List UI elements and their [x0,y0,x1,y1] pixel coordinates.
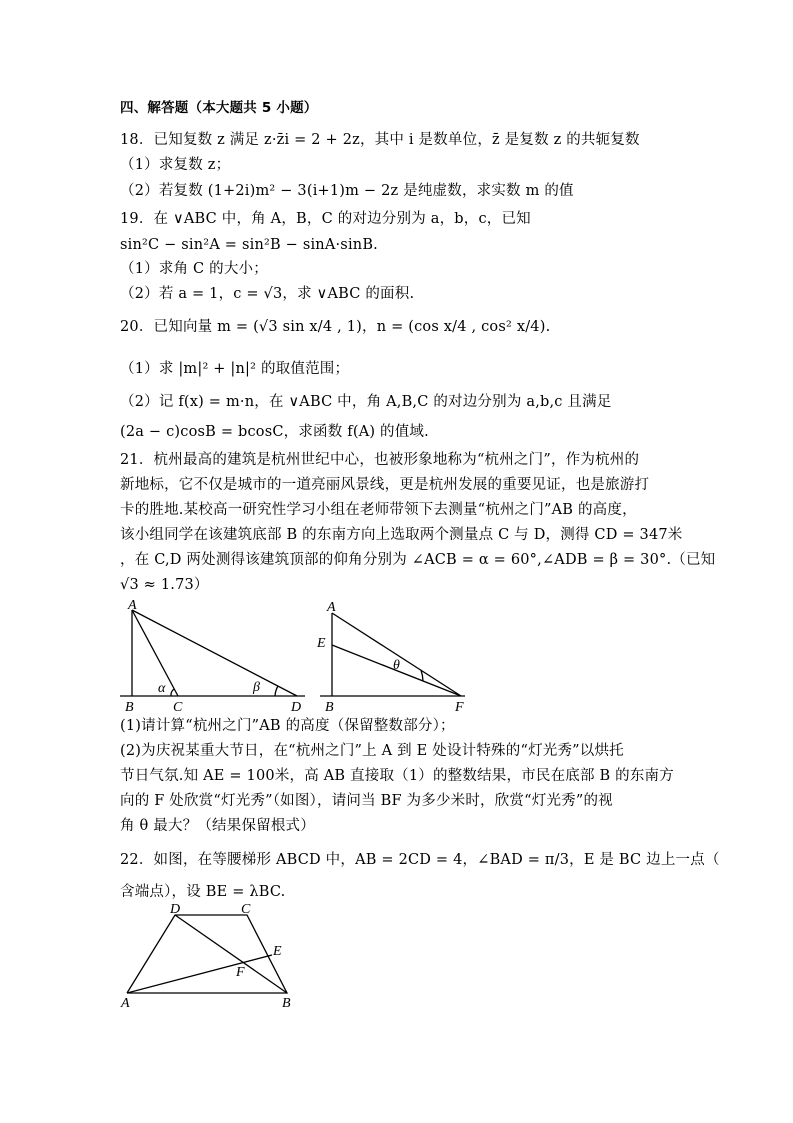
segment-DB [175,915,287,993]
q21-part1: (1)请计算“杭州之门”AB 的高度（保留整数部分）； [120,718,455,734]
q22-line1: 22．如图，在等腰梯形 ABCD 中，AB = 2CD = 4，∠BAD = π/3，E 是 BC 边上一点（ [120,852,720,868]
fig1-label-alpha: α [158,681,166,696]
q19-part2: （2）若 a = 1，c = √3，求 ∨ABC 的面积. [120,286,415,302]
q18-stem: 18．已知复数 z 满足 z·z̄i = 2 + 2z，其中 i 是数单位，z̄ 是复数 z 的共轭复数 [120,132,640,148]
q21-part2-line3: 向的 F 处欣赏“灯光秀”（如图），请问当 BF 为多少米时，欣赏“灯光秀”的视 [120,793,613,809]
fig2-label-B: B [325,700,334,715]
q18-part2: （2）若复数 (1+2i)m² − 3(i+1)m − 2z 是纯虚数，求实数 m 的值 [120,183,574,199]
q21-line6: √3 ≈ 1.73） [120,577,209,593]
q21-line4: 该小组同学在该建筑底部 B 的东南方向上选取两个测量点 C 与 D，测得 CD = 347米 [120,527,683,543]
q21-part2-line4: 角 θ 最大？（结果保留根式） [120,818,315,834]
q20-stem: 20．已知向量 m = (√3 sin x/4 , 1)，n = (cos x/4 , cos² x/4). [120,319,551,335]
fig1-label-B: B [125,700,134,715]
fig1-segment-AD [132,610,297,696]
fig2-segment-AF [332,613,461,696]
q21-line2: 新地标，它不仅是城市的一道亮丽风景线，更是杭州发展的重要见证，也是旅游打 [120,477,650,493]
fig2-label-A: A [327,600,336,615]
fig1-segment-AC [132,610,178,696]
segment-AE [127,955,272,993]
q21-line5: ，在 C,D 两处测得该建筑顶部的仰角分别为 ∠ACB = α = 60°,∠ADB = β = 30°.（已知 [120,552,716,568]
q20-part1: （1）求 |m|² + |n|² 的取值范围； [120,361,350,377]
fig3-label-D: D [170,902,181,917]
fig1-label-D: D [291,700,302,715]
q19-stem: 19．在 ∨ABC 中，角 A，B，C 的对边分别为 a，b，c，已知 [120,211,531,227]
q21-part2-line1: (2)为庆祝某重大节日，在“杭州之门”上 A 到 E 处设计特殊的“灯光秀”以烘托 [120,743,624,759]
section-title: 四、解答题（本大题共 5 小题） [120,100,318,116]
fig3-label-B: B [282,996,291,1011]
q21-figure-2 [315,598,475,713]
trapezoid-ABCD [127,915,287,993]
fig1-beta-arc [275,686,278,696]
fig1-label-C: C [173,700,183,715]
q21-line1: 21．杭州最高的建筑是杭州世纪中心，也被形象地称为“杭州之门”，作为杭州的 [120,452,640,468]
fig1-label-A: A [128,598,137,613]
fig2-label-E: E [317,636,326,651]
q22-figure [115,900,305,1012]
fig1-alpha-arc [171,689,174,696]
q20-part2-line2: (2a − c)cosB = bcosC，求函数 f(A) 的值域. [120,424,429,440]
q19-part1: （1）求角 C 的大小； [120,261,268,277]
fig2-label-theta: θ [393,658,400,673]
fig3-label-C: C [241,902,251,917]
fig1-label-beta: β [253,680,260,695]
fig3-label-F: F [236,965,245,980]
q21-figure-1 [115,598,315,713]
q22-line2: 含端点），设 BE = λBC. [120,884,286,900]
fig2-label-F: F [455,700,464,715]
fig3-label-A: A [121,996,130,1011]
q19-condition: sin²C − sin²A = sin²B − sinA·sinB. [120,237,378,253]
q21-part2-line2: 节日气氛.知 AE = 100米，高 AB 直接取（1）的整数结果，市民在底部 B 的东南方 [120,768,674,784]
q21-line3: 卡的胜地.某校高一研究性学习小组在老师带领下去测量“杭州之门”AB 的高度， [120,502,637,518]
q20-part2-line1: （2）记 f(x) = m·n，在 ∨ABC 中，角 A,B,C 的对边分别为 a,b,c 且满足 [120,394,612,410]
fig3-label-E: E [273,944,282,959]
q18-part1: （1）求复数 z； [120,157,231,173]
